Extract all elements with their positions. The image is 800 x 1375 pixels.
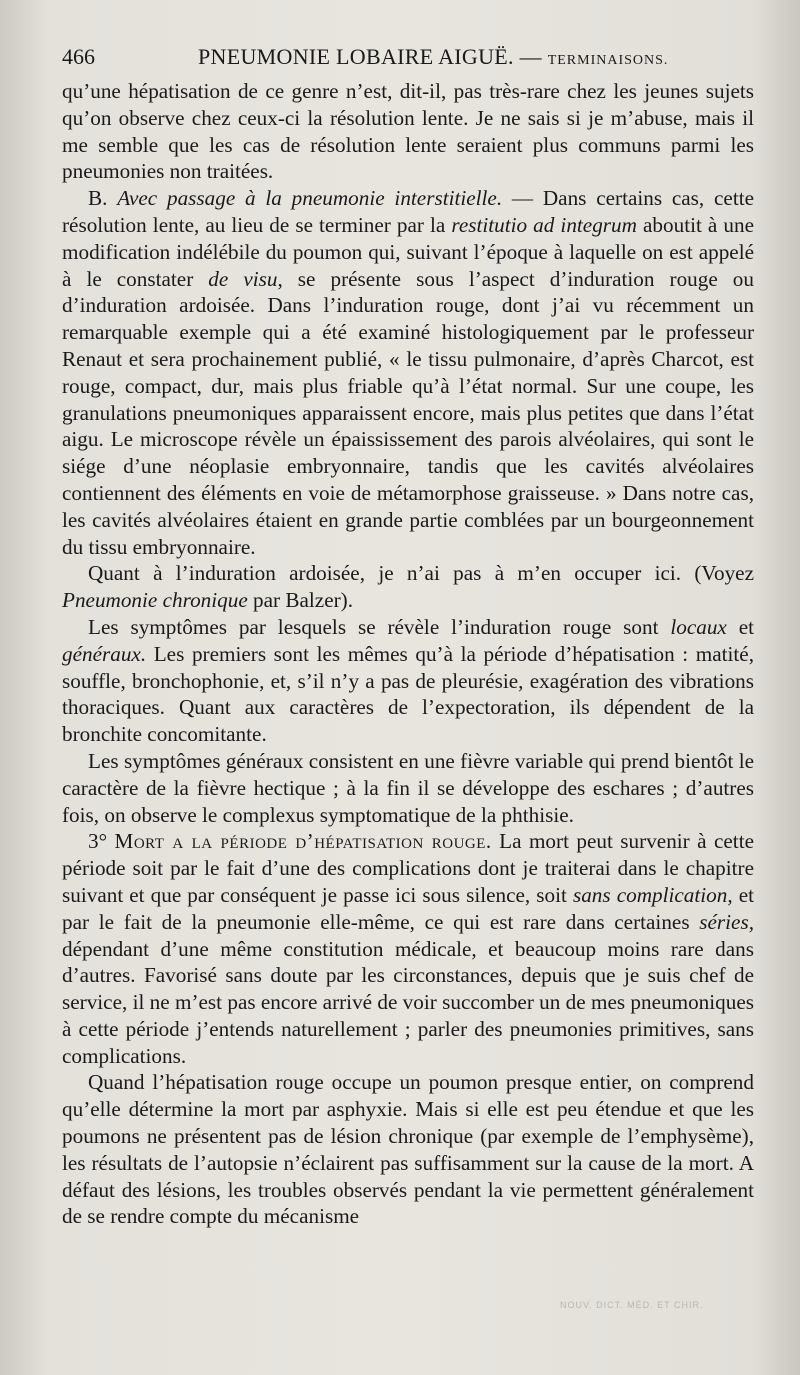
paragraph-text: dépendant d’une même constitution médicale, et beaucoup moins rare dans d’autres. Favorisé sans doute par les circonstances, depuis que je suis chef de service, il ne m’est pas encore arrivé de voir succomber un de mes pneumoniques à cette période j’entends naturellement ; parler des pneumonies primitives, sans complications. — [62, 936, 754, 1068]
footer-signature: NOUV. DICT. MÉD. ET CHIR. — [560, 1300, 704, 1310]
paragraph-1 — [62, 78, 754, 185]
paragraph-5 — [62, 748, 754, 828]
running-header — [62, 44, 752, 76]
section-heading: Avec passage à la pneumonie interstitielle. — [117, 186, 503, 211]
main-text — [62, 78, 754, 1230]
section-heading: Mort a la période d’hépatisation rouge. — [114, 829, 492, 854]
paragraph-text: et — [726, 614, 754, 639]
paragraph-text: Les symptômes par lesquels se révèle l’induration rouge sont — [88, 614, 671, 639]
paragraph-text: , se présente sous l’aspect d’induration rouge ou d’induration ardoisée. Dans l’induration rouge, dont j’ai vu récemment un remarquable exemple qui a été examiné histologiquement par le professeur Renaut et sera prochainement publié, « le tissu pulmonaire, d’après Charcot, est rouge, compact, dur, mais plus friable qu’à l’état normal. Sur une coupe, les granulations pneumoniques apparaissent encore, mais plus petites que dans l’état aigu. Le microscope révèle un épaississement des parois alvéolaires, qui sont le siége d’une néoplasie embryonnaire, tandis que les cavités alvéolaires contiennent des éléments en voie de métamorphose graisseuse. » Dans notre cas, les cavités alvéolaires étaient en grande partie comblées par un bourgeonnement du tissu embryonnaire. — [62, 266, 754, 559]
italic-phrase: restitutio ad integrum — [451, 212, 637, 237]
italic-phrase: de visu — [208, 266, 278, 291]
running-title-sub: TERMINAISONS. — [547, 53, 669, 68]
paragraph-text: Quant à l’induration ardoisée, je n’ai pas à m’en occuper ici. (Voyez — [88, 561, 754, 586]
paragraph-text: Les symptômes généraux consistent en une fièvre variable qui prend bientôt le caractère de la fièvre hectique ; à la fin il se développe des eschares ; d’autres fois, on observe le complexus symptomatique de la phthisie. — [62, 748, 754, 827]
section-marker: B. — [88, 186, 118, 211]
paragraph-3 — [62, 560, 754, 614]
paragraph-text: et par le fait de la pneumonie elle-même, ce qui est rare dans certaines — [62, 882, 754, 934]
paragraph-6 — [62, 828, 754, 1069]
paragraph-4 — [62, 614, 754, 748]
paragraph-text: La mort peut survenir à cette période soit par le fait d’une des complications dont je traiterai dans le chapitre suivant et que par conséquent je passe ici sous silence, soit — [62, 829, 754, 907]
paragraph-text: qu’une hépatisation de ce genre n’est, dit-il, pas très-rare chez les jeunes sujets qu’on observe chez ceux-ci la résolution lente. Je ne sais si je m’abuse, mais il me semble que les cas de résolution lente seraient plus communs parmi les pneumonies non traitées. — [62, 79, 754, 184]
italic-phrase: sans complication, — [572, 882, 733, 907]
italic-phrase: locaux — [670, 614, 727, 639]
italic-phrase: séries, — [699, 909, 754, 934]
page-number: 466 — [62, 44, 95, 69]
running-title-main: PNEUMONIE LOBAIRE AIGUË. — — [198, 44, 548, 69]
paragraph-text: Quand l’hépatisation rouge occupe un poumon presque entier, on comprend qu’elle détermine la mort par asphyxie. Mais si elle est peu étendue et que les poumons ne présentent pas de lésion chronique (par exemple de l’emphysème), les résultats de l’autopsie n’éclairent pas suffisamment sur la cause de la mort. A défaut des lésions, les troubles observés pendant la vie permettent généralement de se rendre compte du mécanisme — [62, 1070, 754, 1229]
running-title — [198, 44, 668, 70]
paragraph-text: par Balzer). — [247, 588, 354, 613]
paragraph-2 — [62, 185, 754, 560]
italic-phrase: Pneumonie chronique — [62, 588, 248, 613]
section-marker: 3° — [88, 829, 115, 854]
paragraph-text: Les premiers sont les mêmes qu’à la période d’hépatisation : matité, souffle, bronchophonie, et, s’il n’y a pas de pleurésie, exagération des vibrations thoraciques. Quant aux caractères de l’expectoration, ils dépendent de la bronchite concomitante. — [62, 641, 754, 747]
paragraph-7 — [62, 1069, 754, 1230]
italic-phrase: généraux. — [62, 641, 147, 666]
paragraph-text: aboutit à une modification indélébile du poumon qui, suivant l’époque à laquelle on est appelé à le constater — [62, 212, 754, 291]
paragraph-text: — Dans certains cas, cette résolution lente, au lieu de se terminer par la — [62, 186, 754, 237]
